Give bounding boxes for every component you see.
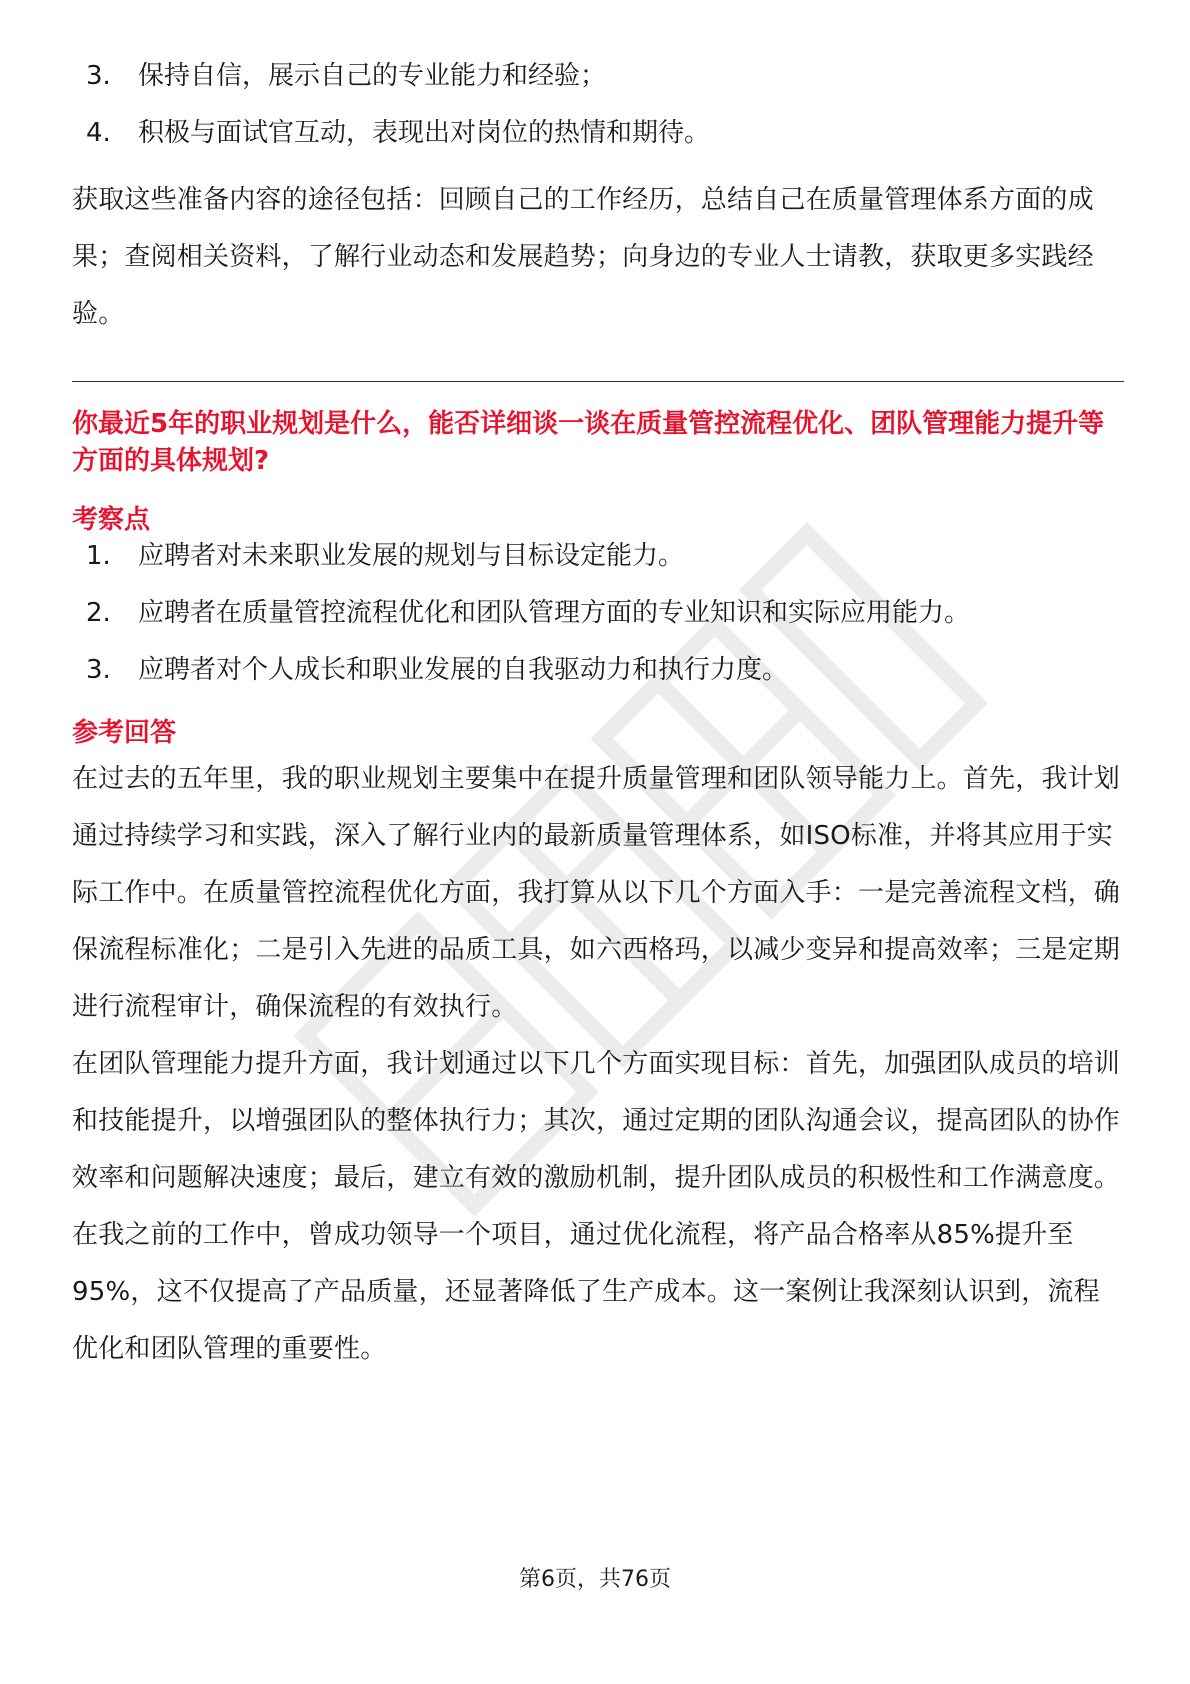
section-divider <box>72 381 1124 382</box>
intro-paragraph: 获取这些准备内容的途径包括：回顾自己的工作经历，总结自己在质量管理体系方面的成果；查阅相关资料，了解行业动态和发展趋势；向身边的专业人士请教，获取更多实践经验。 <box>72 185 1094 329</box>
intro-list <box>72 58 1122 151</box>
list-number: 1. <box>86 541 111 571</box>
list-text: 积极与面试官互动，表现出对岗位的热情和期待。 <box>138 118 711 148</box>
list-item <box>72 595 1122 631</box>
answer-paragraph: 在团队管理能力提升方面，我计划通过以下几个方面实现目标：首先，加强团队成员的培训和技能提升，以增强团队的整体执行力；其次，通过定期的团队沟通会议，提高团队的协作效率和问题解决速度；最后，建立有效的激励机制，提升团队成员的积极性和工作满意度。 <box>72 1049 1121 1193</box>
list-item <box>72 58 1122 94</box>
list-number: 4. <box>86 118 111 148</box>
points-heading: 考察点 <box>72 505 151 535</box>
list-text: 应聘者在质量管控流程优化和团队管理方面的专业知识和实际应用能力。 <box>138 598 971 628</box>
list-item <box>72 538 1122 574</box>
list-number: 3. <box>86 655 111 685</box>
list-item <box>72 652 1122 688</box>
page-footer: 第6页，共76页 <box>519 1567 671 1592</box>
list-text: 保持自信，展示自己的专业能力和经验； <box>138 61 607 91</box>
list-number: 3. <box>86 61 111 91</box>
answer-heading: 参考回答 <box>72 718 177 748</box>
points-list <box>72 538 1122 688</box>
list-item <box>72 115 1122 151</box>
list-number: 2. <box>86 598 111 628</box>
list-text: 应聘者对未来职业发展的规划与目标设定能力。 <box>138 541 685 571</box>
answer-paragraph: 在我之前的工作中，曾成功领导一个项目，通过优化流程，将产品合格率从85%提升至95%，这不仅提高了产品质量，还显著降低了生产成本。这一案例让我深刻认识到，流程优化和团队管理的重要性。 <box>72 1220 1100 1364</box>
answer-paragraph: 在过去的五年里，我的职业规划主要集中在提升质量管理和团队领导能力上。首先，我计划通过持续学习和实践，深入了解行业内的最新质量管理体系，如ISO标准，并将其应用于实际工作中。在质量管控流程优化方面，我打算从以下几个方面入手：一是完善流程文档，确保流程标准化；二是引入先进的品质工具，如六西格玛，以减少变异和提高效率；三是定期进行流程审计，确保流程的有效执行。 <box>72 764 1121 1022</box>
list-text: 应聘者对个人成长和职业发展的自我驱动力和执行力度。 <box>138 655 789 685</box>
page-content <box>72 58 1122 1378</box>
interview-question: 你最近5年的职业规划是什么，能否详细谈一谈在质量管控流程优化、团队管理能力提升等方面的具体规划? <box>72 409 1105 476</box>
